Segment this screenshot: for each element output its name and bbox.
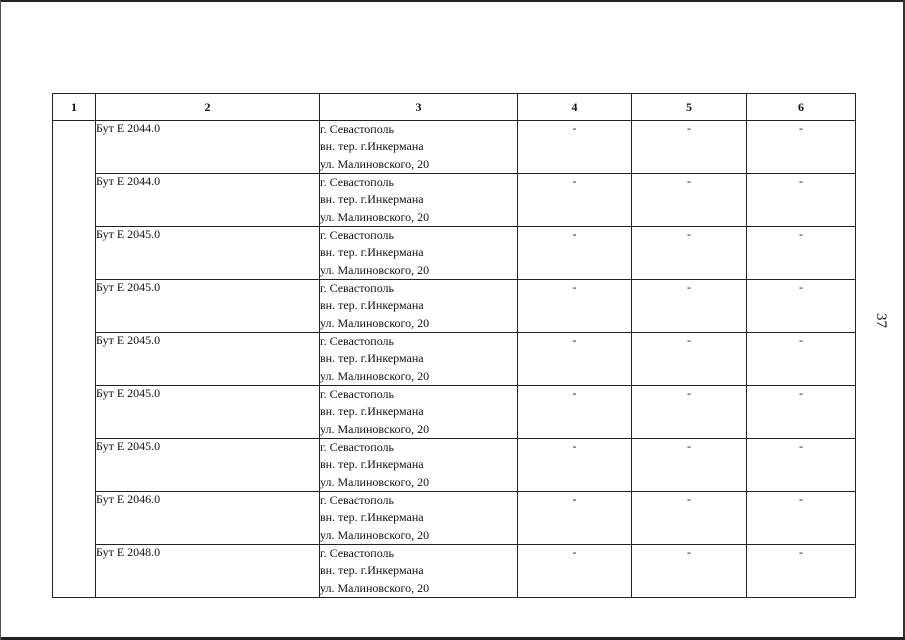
column-5-cell: - (632, 492, 747, 545)
column-header-3: 3 (320, 94, 518, 121)
address-territory: вн. тер. г.Инкермана (320, 510, 424, 525)
column-4-cell: - (518, 280, 632, 333)
column-6-cell: - (747, 227, 856, 280)
column-5-cell: - (632, 174, 747, 227)
column-6-cell: - (747, 439, 856, 492)
header-row (53, 94, 856, 121)
object-name-cell: Бут Е 2045.0 (96, 386, 320, 439)
column-header-4: 4 (518, 94, 632, 121)
column-header-6: 6 (747, 94, 856, 121)
column-5-cell: - (632, 333, 747, 386)
address-city: г. Севастополь (320, 387, 395, 401)
column-6-cell: - (747, 386, 856, 439)
address-street: ул. Малиновского, 20 (320, 262, 430, 277)
page-number: 37 (873, 313, 889, 328)
column-6-cell: - (747, 174, 856, 227)
column-6-cell: - (747, 545, 856, 598)
address-city: г. Севастополь (320, 122, 395, 136)
address-cell (320, 333, 518, 386)
address-city: г. Севастополь (320, 175, 395, 189)
column-5-cell: - (632, 386, 747, 439)
object-name-cell: Бут Е 2045.0 (96, 333, 320, 386)
table-row (53, 439, 856, 492)
column-5-cell: - (632, 280, 747, 333)
table-row (53, 386, 856, 439)
table-row (53, 492, 856, 545)
address-cell (320, 545, 518, 598)
address-cell (320, 492, 518, 545)
address-city: г. Севастополь (320, 546, 395, 560)
column-header-1: 1 (53, 94, 96, 121)
column-1-merged-cell (53, 121, 96, 598)
address-city: г. Севастополь (320, 228, 395, 242)
address-city: г. Севастополь (320, 493, 395, 507)
column-4-cell: - (518, 492, 632, 545)
address-cell (320, 174, 518, 227)
address-territory: вн. тер. г.Инкермана (320, 139, 424, 154)
column-6-cell: - (747, 333, 856, 386)
table-row (53, 227, 856, 280)
column-6-cell: - (747, 121, 856, 174)
address-street: ул. Малиновского, 20 (320, 156, 430, 171)
column-5-cell: - (632, 121, 747, 174)
object-name-cell: Бут Е 2046.0 (96, 492, 320, 545)
column-6-cell: - (747, 280, 856, 333)
address-cell (320, 439, 518, 492)
table-row (53, 280, 856, 333)
object-name-cell: Бут Е 2044.0 (96, 121, 320, 174)
column-header-2: 2 (96, 94, 320, 121)
address-street: ул. Малиновского, 20 (320, 474, 430, 489)
object-name-cell: Бут Е 2048.0 (96, 545, 320, 598)
scan-border-left (0, 0, 1, 640)
column-5-cell: - (632, 439, 747, 492)
address-street: ул. Малиновского, 20 (320, 580, 430, 595)
column-header-5: 5 (632, 94, 747, 121)
column-4-cell: - (518, 227, 632, 280)
document-table (52, 93, 856, 598)
address-street: ул. Малиновского, 20 (320, 315, 430, 330)
address-territory: вн. тер. г.Инкермана (320, 404, 424, 419)
address-cell (320, 121, 518, 174)
address-territory: вн. тер. г.Инкермана (320, 351, 424, 366)
column-4-cell: - (518, 386, 632, 439)
address-city: г. Севастополь (320, 281, 395, 295)
column-4-cell: - (518, 121, 632, 174)
column-4-cell: - (518, 333, 632, 386)
table-row (53, 333, 856, 386)
column-4-cell: - (518, 174, 632, 227)
table-row (53, 545, 856, 598)
address-territory: вн. тер. г.Инкермана (320, 298, 424, 313)
address-cell (320, 386, 518, 439)
column-6-cell: - (747, 492, 856, 545)
address-street: ул. Малиновского, 20 (320, 421, 430, 436)
scan-border-top (0, 0, 905, 2)
address-territory: вн. тер. г.Инкермана (320, 192, 424, 207)
table-row (53, 174, 856, 227)
address-street: ул. Малиновского, 20 (320, 527, 430, 542)
address-cell (320, 227, 518, 280)
address-cell (320, 280, 518, 333)
address-street: ул. Малиновского, 20 (320, 209, 430, 224)
address-street: ул. Малиновского, 20 (320, 368, 430, 383)
object-name-cell: Бут Е 2045.0 (96, 439, 320, 492)
address-city: г. Севастополь (320, 440, 395, 454)
table-row (53, 121, 856, 174)
column-4-cell: - (518, 439, 632, 492)
column-5-cell: - (632, 545, 747, 598)
object-name-cell: Бут Е 2045.0 (96, 227, 320, 280)
address-territory: вн. тер. г.Инкермана (320, 457, 424, 472)
object-name-cell: Бут Е 2045.0 (96, 280, 320, 333)
object-name-cell: Бут Е 2044.0 (96, 174, 320, 227)
column-4-cell: - (518, 545, 632, 598)
address-city: г. Севастополь (320, 334, 395, 348)
address-territory: вн. тер. г.Инкермана (320, 563, 424, 578)
address-territory: вн. тер. г.Инкермана (320, 245, 424, 260)
column-5-cell: - (632, 227, 747, 280)
